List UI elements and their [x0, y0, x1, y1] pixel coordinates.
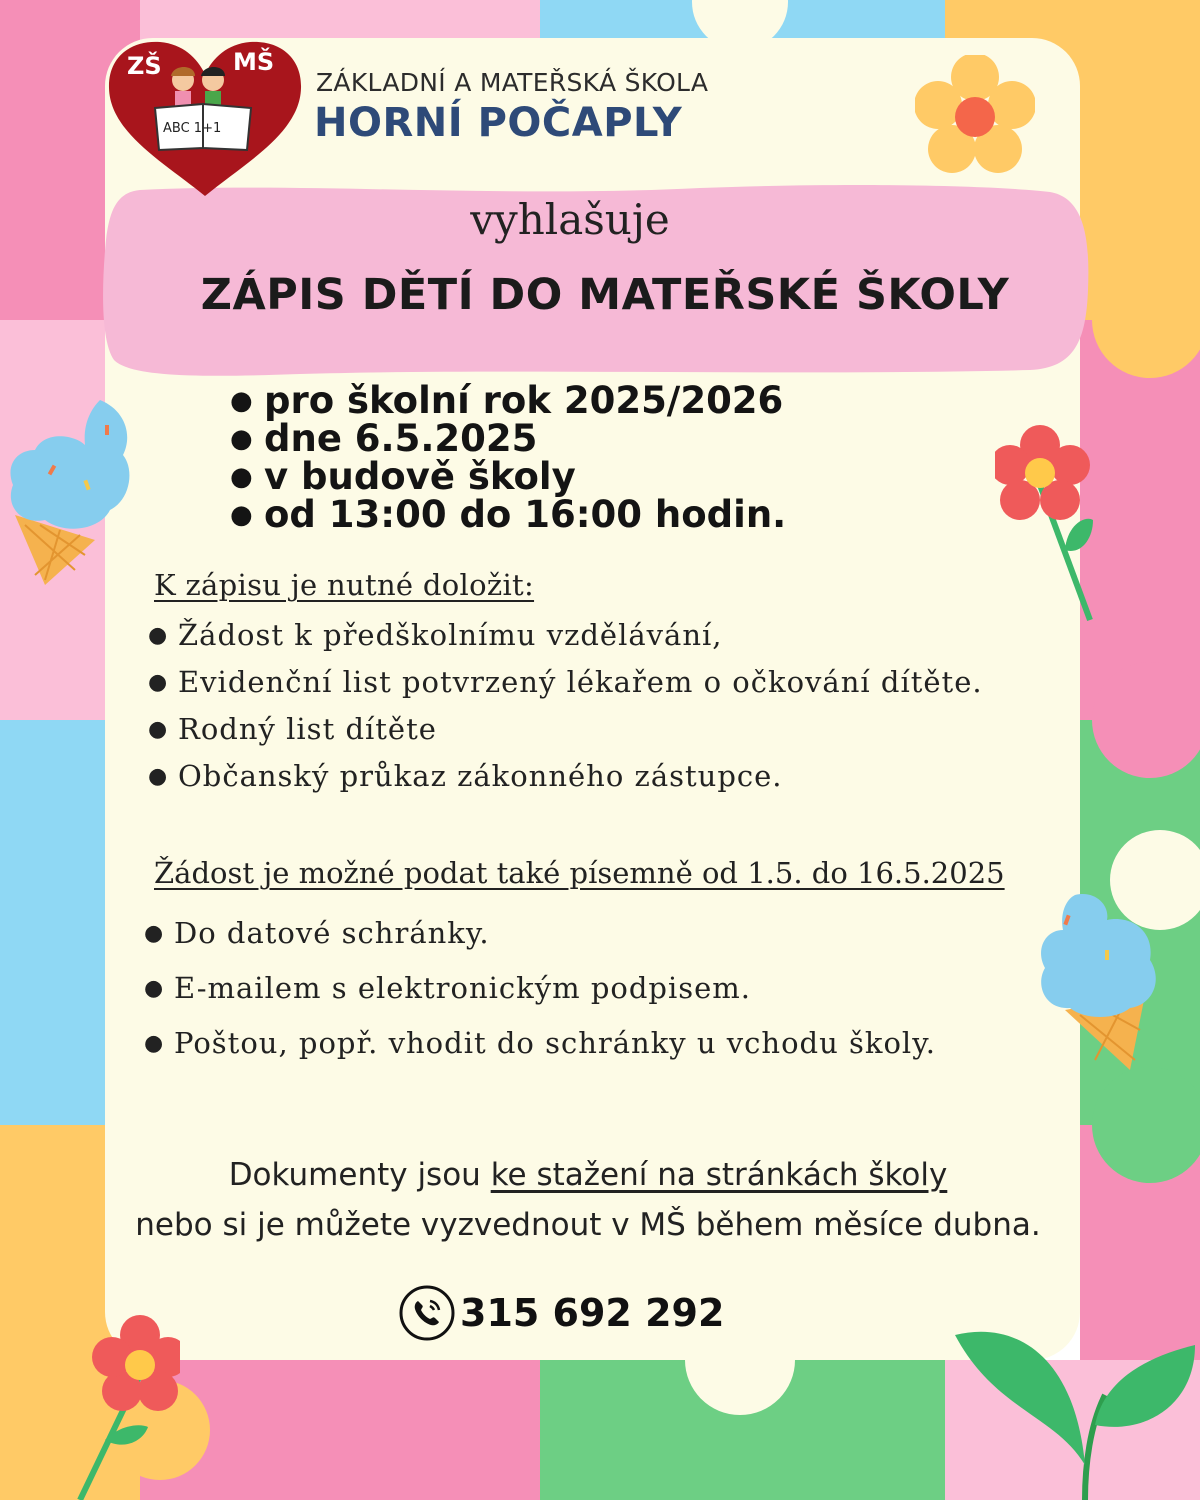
school-name-line2: HORNÍ POČAPLY: [314, 100, 683, 146]
leaves-icon: [955, 1315, 1200, 1500]
flower-red-icon: [60, 1315, 180, 1500]
list-item: ● Rodný list dítěte: [148, 712, 437, 746]
logo-ms-text: MŠ: [233, 48, 275, 76]
footer-line2: nebo si je můžete vyzvednout v MŠ během měsíce dubna.: [135, 1207, 1041, 1243]
logo-book-text: ABC 1+1: [163, 121, 222, 136]
school-name-line1: ZÁKLADNÍ A MATEŘSKÁ ŠKOLA: [316, 68, 709, 97]
phone-number: 315 692 292: [460, 1291, 725, 1335]
key-fact: ● dne 6.5.2025: [230, 417, 538, 460]
phone-icon: [398, 1284, 456, 1342]
logo-zs-text: ZŠ: [127, 52, 162, 80]
list-item: ● Do datové schránky.: [144, 916, 490, 950]
footer-text: [0, 1150, 1176, 1250]
key-fact: ● od 13:00 do 16:00 hodin.: [230, 493, 787, 536]
list-item: ● Evidenční list potvrzený lékařem o očkování dítěte.: [148, 665, 983, 699]
documents-heading: K zápisu je nutné doložit:: [154, 568, 535, 602]
announce-text: vyhlašuje: [470, 195, 670, 244]
key-fact: ● pro školní rok 2025/2026: [230, 379, 784, 422]
list-item: ● Poštou, popř. vhodit do schránky u vchodu školy.: [144, 1026, 936, 1060]
school-website-link[interactable]: ke stažení na stránkách školy: [490, 1157, 948, 1193]
list-item: ● E-mailem s elektronickým podpisem.: [144, 971, 752, 1005]
list-item: ● Občanský průkaz zákonného zástupce.: [148, 759, 783, 793]
flower-orange-icon: [915, 55, 1035, 175]
ice-cream-icon: [1035, 890, 1165, 1075]
ice-cream-icon: [5, 395, 135, 590]
key-facts-list: [230, 379, 787, 536]
documents-list: [148, 612, 983, 800]
school-logo: [105, 38, 305, 198]
filing-list: [144, 906, 936, 1071]
headline: ZÁPIS DĚTÍ DO MATEŘSKÉ ŠKOLY: [200, 270, 1010, 320]
key-fact: ● v budově školy: [230, 455, 576, 498]
phone-contact: [398, 1284, 724, 1342]
filing-heading: Žádost je možné podat také písemně od 1.5. do 16.5.2025: [154, 856, 1005, 890]
flower-red-icon: [995, 425, 1095, 625]
footer-line1: Dokumenty jsou ke stažení na stránkách školy: [228, 1157, 948, 1193]
list-item: ● Žádost k předškolnímu vzdělávání,: [148, 618, 723, 652]
